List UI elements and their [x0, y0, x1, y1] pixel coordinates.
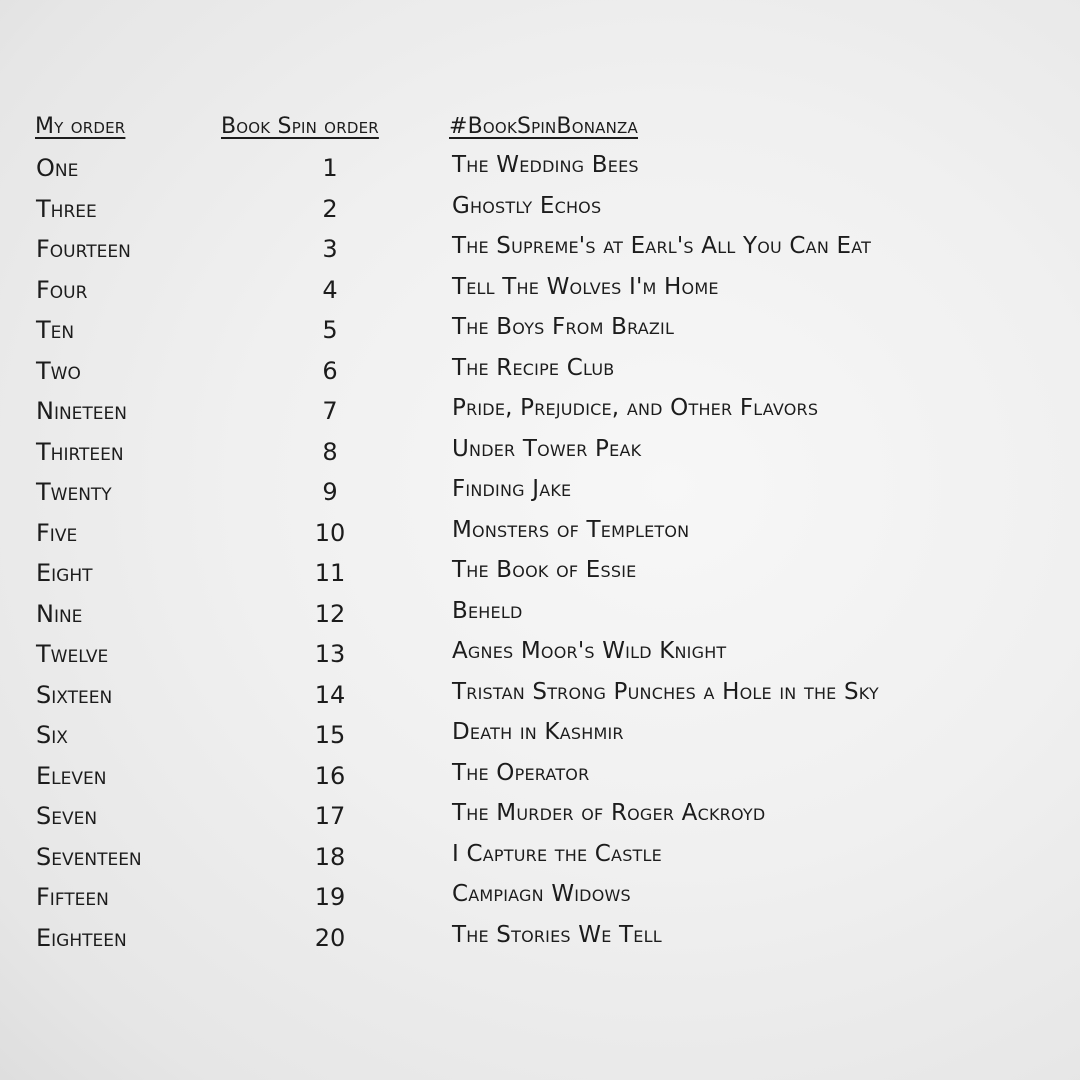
- table-row: [0, 354, 1080, 397]
- header-my-order: My order: [35, 114, 126, 139]
- table-row: [0, 840, 1080, 883]
- table-row: [0, 316, 1080, 356]
- book-title-cell: Tell The Wolves I'm Home: [452, 273, 719, 300]
- spin-order-cell: 17: [314, 802, 346, 830]
- spin-order-cell: 15: [314, 721, 346, 749]
- table-row: [0, 154, 1080, 194]
- spin-order-cell: 10: [314, 518, 346, 547]
- table-row: [0, 721, 1080, 761]
- my-order-cell: Seven: [36, 802, 98, 830]
- book-title-cell: Under Tower Peak: [452, 435, 642, 462]
- book-title-cell: The Stories We Tell: [452, 921, 662, 948]
- table-row: [0, 640, 1080, 680]
- my-order-cell: Twelve: [36, 640, 109, 668]
- spin-order-cell: 16: [314, 761, 346, 790]
- table-row: [0, 759, 1080, 802]
- spin-order-cell: 8: [322, 437, 338, 466]
- my-order-cell: Thirteen: [36, 437, 124, 466]
- book-title-cell: The Recipe Club: [452, 354, 615, 381]
- book-title-cell: The Murder of Roger Ackroyd: [452, 800, 766, 826]
- table-row: [0, 802, 1080, 842]
- book-title-cell: Finding Jake: [452, 476, 572, 502]
- spin-order-cell: 14: [314, 680, 346, 709]
- header-book-spin-bonanza: #BookSpinBonanza: [449, 114, 638, 139]
- spin-order-cell: 5: [322, 316, 338, 344]
- book-title-cell: Pride, Prejudice, and Other Flavors: [452, 395, 819, 421]
- table-row: [0, 597, 1080, 640]
- book-title-cell: Agnes Moor's Wild Knight: [452, 638, 727, 664]
- table-row: [0, 192, 1080, 235]
- spin-order-cell: 6: [322, 356, 338, 385]
- spin-order-cell: 11: [314, 559, 346, 587]
- my-order-cell: Six: [36, 721, 68, 749]
- my-order-cell: Two: [36, 356, 81, 385]
- spin-order-cell: 3: [322, 235, 338, 263]
- my-order-cell: Fifteen: [36, 883, 109, 911]
- my-order-cell: Sixteen: [36, 680, 113, 709]
- spin-order-cell: 2: [322, 194, 338, 223]
- book-title-cell: Beheld: [452, 597, 523, 624]
- my-order-cell: One: [36, 154, 79, 182]
- my-order-cell: Three: [36, 194, 97, 223]
- table-row: [0, 921, 1080, 964]
- spin-order-cell: 20: [314, 923, 346, 952]
- table-row: [0, 273, 1080, 316]
- book-title-cell: Ghostly Echos: [452, 192, 602, 219]
- book-title-cell: The Supreme's at Earl's All You Can Eat: [452, 233, 872, 259]
- book-title-cell: The Boys From Brazil: [452, 314, 675, 340]
- my-order-cell: Nineteen: [36, 397, 128, 425]
- my-order-cell: Seventeen: [36, 842, 142, 871]
- spin-order-cell: 18: [314, 842, 346, 871]
- table-row: [0, 397, 1080, 437]
- my-order-cell: Eleven: [36, 761, 107, 790]
- book-title-cell: Tristan Strong Punches a Hole in the Sky: [452, 678, 879, 705]
- my-order-cell: Nine: [36, 599, 83, 628]
- book-title-cell: The Operator: [452, 759, 590, 786]
- my-order-cell: Fourteen: [36, 235, 131, 263]
- spin-order-cell: 13: [314, 640, 346, 668]
- my-order-cell: Four: [36, 275, 88, 304]
- my-order-cell: Twenty: [36, 478, 112, 506]
- spin-order-cell: 1: [322, 154, 338, 182]
- table-row: [0, 516, 1080, 559]
- table-row: [0, 883, 1080, 923]
- table-row: [0, 435, 1080, 478]
- table-row: [0, 559, 1080, 599]
- table-row: [0, 235, 1080, 275]
- my-order-cell: Eight: [36, 559, 93, 587]
- header-book-spin-order: Book Spin order: [221, 114, 379, 139]
- book-title-cell: Monsters of Templeton: [452, 516, 690, 543]
- my-order-cell: Ten: [36, 316, 75, 344]
- spin-order-cell: 19: [314, 883, 346, 911]
- spin-order-cell: 7: [322, 397, 338, 425]
- book-title-cell: Death in Kashmir: [452, 719, 624, 745]
- book-title-cell: The Wedding Bees: [452, 152, 639, 178]
- book-title-cell: The Book of Essie: [452, 557, 637, 583]
- table-row: [0, 478, 1080, 518]
- my-order-cell: Five: [36, 518, 78, 547]
- spin-order-cell: 12: [314, 599, 346, 628]
- spin-order-cell: 4: [322, 275, 338, 304]
- book-title-cell: I Capture the Castle: [452, 840, 662, 867]
- book-title-cell: Campiagn Widows: [452, 881, 631, 907]
- my-order-cell: Eighteen: [36, 923, 127, 952]
- table-row: [0, 678, 1080, 721]
- spin-order-cell: 9: [322, 478, 338, 506]
